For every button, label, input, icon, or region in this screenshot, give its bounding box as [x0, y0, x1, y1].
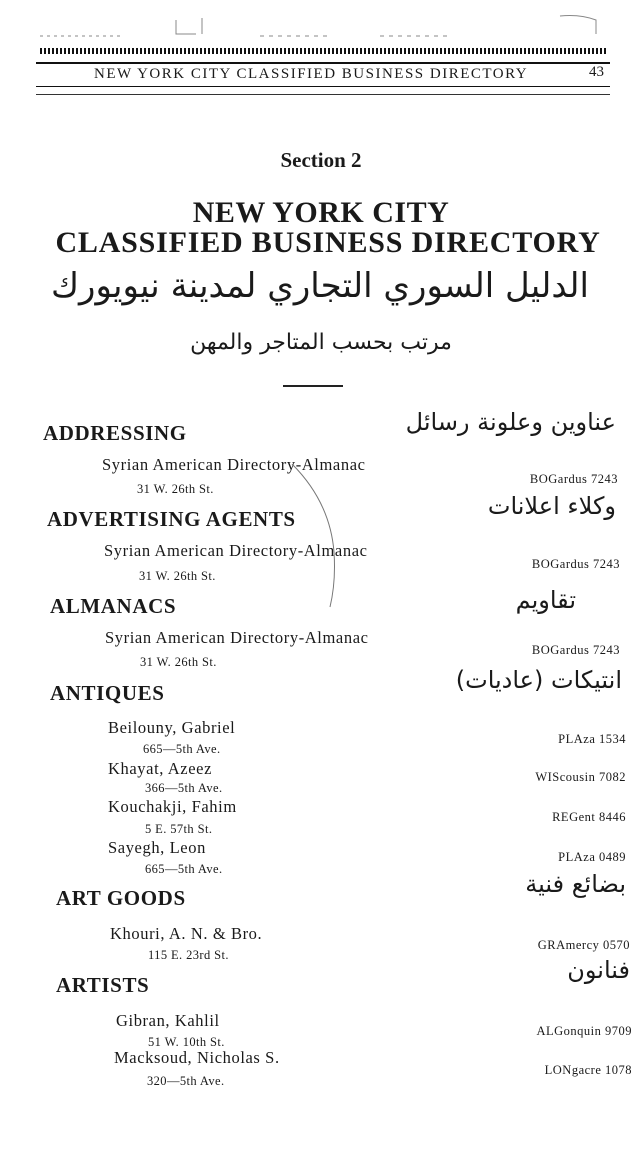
entry-address: 31 W. 26th St.: [140, 655, 217, 669]
page-title-line-1: NEW YORK CITY: [192, 196, 450, 229]
title-divider: [283, 385, 343, 387]
category-heading-addressing: ADDRESSING: [43, 421, 187, 445]
entry-phone: BOGardus 7243: [531, 557, 620, 571]
entry-name: Syrian American Directory-Almanac: [105, 628, 369, 647]
entry-name: Kouchakji, Fahim: [108, 797, 237, 816]
entry-address: 115 E. 23rd St.: [148, 948, 229, 962]
category-arabic-addressing: عناوين وعلونة رسائل: [405, 408, 616, 436]
entry-phone: REGent 8446: [552, 810, 626, 824]
category-arabic-advertising-agents: وكلاء اعلانات: [487, 492, 616, 520]
entry-address: 320—5th Ave.: [147, 1074, 225, 1088]
entry-name: Sayegh, Leon: [108, 838, 206, 857]
entry-name: Gibran, Kahlil: [116, 1011, 220, 1030]
category-heading-artists: ARTISTS: [56, 973, 150, 997]
entry-name: Khouri, A. N. & Bro.: [110, 924, 263, 943]
entry-address: 5 E. 57th St.: [145, 822, 213, 836]
entry-address: 51 W. 10th St.: [148, 1035, 225, 1049]
category-heading-advertising-agents: ADVERTISING AGENTS: [47, 507, 296, 531]
section-label: Section 2: [280, 148, 362, 172]
entry-phone: BOGardus 7243: [529, 472, 618, 486]
entry-phone: BOGardus 7243: [531, 643, 620, 657]
arabic-title: الدليل السوري التجاري لمدينة نيويورك: [51, 266, 589, 306]
entry-address: 31 W. 26th St.: [137, 482, 214, 496]
page-title-line-2: CLASSIFIED BUSINESS DIRECTORY: [55, 226, 601, 259]
category-arabic-antiques: انتيكات (عاديات): [455, 666, 622, 694]
running-head: [36, 62, 610, 87]
entry-phone: PLAza 1534: [558, 732, 626, 746]
entry-address: 366—5th Ave.: [145, 781, 223, 795]
page-number: 43: [589, 64, 604, 80]
entry-phone: WIScousin 7082: [535, 770, 626, 784]
entry-name: Syrian American Directory-Almanac: [102, 455, 366, 474]
running-head-underline: [36, 94, 610, 95]
category-arabic-almanacs: تقاويم: [515, 586, 576, 614]
entry-phone: GRAmercy 0570: [537, 938, 630, 952]
pen-mark: [290, 462, 350, 612]
entry-name: Syrian American Directory-Almanac: [104, 541, 368, 560]
entry-name: Khayat, Azeez: [108, 759, 212, 778]
entry-address: 31 W. 26th St.: [139, 569, 216, 583]
entry-address: 665—5th Ave.: [145, 862, 223, 876]
category-arabic-art-goods: بضائع فنية: [525, 870, 626, 898]
category-heading-art-goods: ART GOODS: [56, 886, 186, 910]
entry-phone: ALGonquin 9709: [536, 1024, 632, 1038]
arabic-subtitle: مرتب بحسب المتاجر والمهن: [190, 330, 452, 355]
ornamental-rule: [40, 48, 608, 54]
running-head-title: NEW YORK CITY CLASSIFIED BUSINESS DIRECTORY: [94, 66, 529, 82]
category-heading-almanacs: ALMANACS: [50, 594, 177, 618]
entry-name: Macksoud, Nicholas S.: [114, 1048, 280, 1067]
entry-name: Beilouny, Gabriel: [108, 718, 236, 737]
entry-address: 665—5th Ave.: [143, 742, 221, 756]
entry-phone: LONgacre 1078: [544, 1063, 632, 1077]
entry-phone: PLAza 0489: [558, 850, 626, 864]
category-arabic-artists: فنانون: [567, 956, 630, 984]
scan-artifacts: [0, 0, 642, 50]
category-heading-antiques: ANTIQUES: [50, 681, 165, 705]
